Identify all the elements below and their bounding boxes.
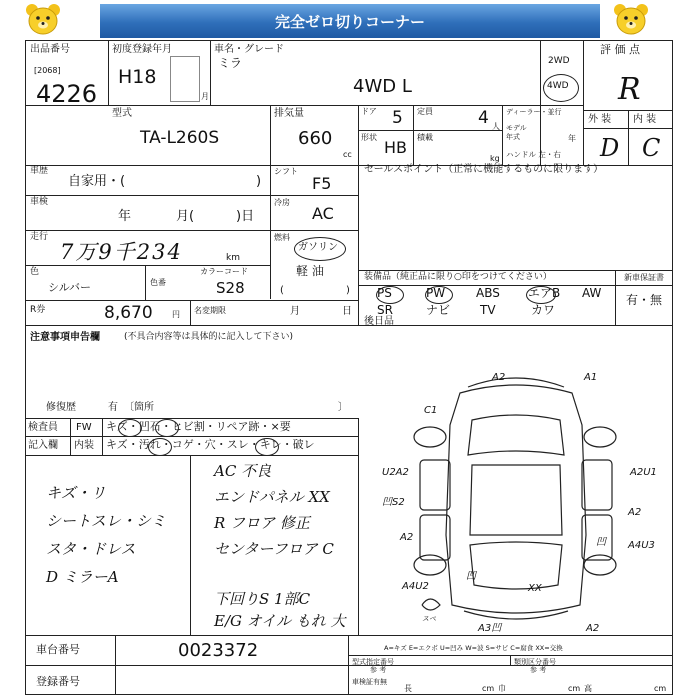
ref1: 参 考 — [370, 666, 387, 674]
roof — [470, 465, 562, 535]
eval-int-label: 内 装 — [633, 114, 657, 125]
equipment-label: 装備品（純正品に限り○印をつけてください） — [364, 272, 552, 282]
color-code: S28 — [216, 279, 245, 297]
sales-point-label: セールスポイント（正常に機能するものに限ります） — [364, 164, 604, 175]
recycle-label: R券 — [30, 305, 46, 315]
load-unit: kg — [490, 154, 500, 163]
wheel-rr — [584, 555, 616, 575]
history-close: ) — [256, 174, 262, 189]
inspect-row2-head: 内装 — [74, 440, 94, 451]
wheel-fr — [584, 427, 616, 447]
dealer-label: ディーラー・並行 — [506, 108, 562, 116]
fuel-alt: 軽 油 — [296, 264, 324, 278]
mark-c1: C1 — [424, 405, 438, 416]
displacement-label: 排気量 — [274, 108, 304, 119]
header-title: 完全ゼロ切りコーナー — [274, 12, 425, 31]
handwritten-note: シートスレ・シミ — [46, 512, 166, 530]
shape-label: 形状 — [361, 133, 377, 142]
equip-item: TV — [480, 303, 496, 317]
dim-length: 長 — [404, 684, 412, 693]
inspect-row1: キズ・凹石・ヒビ割・リペア跡・×要 — [106, 420, 291, 433]
dim-height-unit: cm — [654, 684, 667, 693]
mark-a2-left: A2 — [400, 532, 414, 543]
handwritten-note: D ミラーA — [46, 568, 119, 586]
lot-sub: [2068] — [34, 66, 61, 75]
equip-item: ナビ — [426, 303, 451, 317]
equip-item: PW — [426, 286, 446, 300]
capacity-label: 定員 — [417, 107, 433, 116]
class-number-label: 類別区分番号 — [514, 658, 556, 666]
displacement-unit: cc — [343, 150, 352, 159]
notes-sub: (不具合内容等は具体的に記入して下さい) — [124, 332, 294, 342]
fuel-circled: ガソリン — [298, 242, 338, 253]
drive-2wd: 2WD — [548, 56, 570, 66]
handwritten-note: キズ・リ — [46, 484, 106, 502]
equip-item: SR — [377, 303, 393, 317]
dim-height: 高 — [584, 684, 592, 693]
shift-label: シフト — [274, 167, 298, 176]
inspector-label: 後日品 — [364, 316, 394, 327]
first-reg-era: H18 — [118, 66, 157, 88]
inspection-year: 年 — [118, 209, 132, 224]
registration-label: 登録番号 — [36, 675, 80, 688]
door-left-front — [420, 460, 450, 510]
mark-a2u1: A2U1 — [630, 467, 657, 478]
dealer-year-unit: 年 — [568, 134, 576, 143]
doors-label: ドア — [361, 107, 377, 116]
ac-value: AC — [312, 204, 334, 223]
dims-label: 車検証有無 — [352, 678, 387, 686]
equip-item: ABS — [476, 286, 500, 300]
fuel-paren-r: ) — [346, 285, 350, 296]
handwritten-note: センターフロア C — [214, 540, 334, 558]
car-diagram — [360, 365, 673, 635]
bumper-front — [468, 378, 564, 387]
eval-int: C — [642, 134, 661, 162]
history-label: 車歴 — [30, 166, 49, 176]
color-label: 色 — [30, 267, 40, 277]
equip-pw-circle — [425, 286, 453, 304]
mark-a4u3: A4U3 — [628, 540, 655, 551]
lot-number: 4226 — [36, 80, 98, 108]
car-grade: 4WD L — [353, 76, 412, 97]
windshield — [468, 415, 564, 455]
mark-u2a2: U2A2 — [382, 467, 409, 478]
handwritten-note: R フロア 修正 — [214, 514, 310, 532]
equip-ps-circle — [376, 286, 404, 304]
first-reg-month-unit: 月 — [201, 92, 209, 101]
equip-item: エアB — [528, 286, 561, 300]
model-value: TA-L260S — [140, 128, 220, 148]
inspect-label-2: 記入欄 — [28, 440, 58, 451]
handwritten-note: スタ・ドレス — [46, 540, 136, 558]
mark-a3: A3凹 — [478, 623, 502, 634]
inspection-month: 月( — [176, 209, 195, 224]
lot-label: 出品番号 — [30, 44, 70, 55]
dim-width: 巾 — [498, 684, 506, 693]
mark-dent-right: 凹 — [596, 537, 606, 548]
equip-airbag-circle — [526, 286, 556, 304]
first-reg-label: 初度登録年月 — [112, 44, 172, 55]
car-label: 車名・グレード — [214, 44, 284, 55]
fuel-label: 燃料 — [274, 233, 290, 242]
inspect-row1-head: FW — [76, 422, 92, 433]
bumper-rear — [464, 611, 568, 619]
repair-box: 〔箇所 — [124, 402, 154, 413]
color-num-label: 色番 — [150, 278, 166, 287]
equip-item: AW — [582, 286, 602, 300]
name-change-label: 名変期限 — [194, 306, 226, 315]
displacement-value: 660 — [298, 128, 333, 149]
inspection-label: 車検 — [30, 197, 49, 207]
inspect-label-1: 検査員 — [28, 422, 58, 433]
inspect-row2: キズ・汚れ・コゲ・穴・スレ・キレ・破レ — [106, 438, 315, 451]
eval-score: R — [618, 72, 641, 107]
ref2: 参 考 — [530, 666, 547, 674]
color-value: シルバー — [48, 281, 91, 294]
eval-ext-label: 外 装 — [588, 114, 612, 125]
chassis-value: 0023372 — [178, 640, 259, 661]
mileage-label: 走行 — [30, 232, 49, 242]
diagram-legend: A=キズ E=エクボ U=凹み W=波 S=サビ C=腐食 XX=交換 — [384, 644, 563, 652]
dealer-handle: ハンドル 左・右 — [506, 150, 561, 159]
recycle-unit: 円 — [172, 310, 180, 319]
warranty-value: 有・無 — [626, 293, 663, 307]
handwritten-note: エンドパネル XX — [214, 488, 330, 506]
dim-length-unit: cm — [482, 684, 495, 693]
dealer-model-year: モデル 年式 — [506, 124, 527, 141]
shape-value: HB — [384, 138, 408, 157]
repair-label: 修復歴 — [46, 402, 76, 413]
wheel-rl — [414, 555, 446, 575]
warranty-label: 新車保証書 — [624, 273, 664, 282]
eval-label: 評 価 点 — [600, 43, 640, 56]
shift-value: F5 — [312, 174, 332, 193]
mark-s2: 凹S2 — [382, 497, 405, 508]
color-code-label: カラーコード — [200, 267, 248, 276]
mark-a4u2: A4U2 — [402, 581, 429, 592]
mileage-value: 7万9千234 — [60, 240, 183, 264]
history-value: 自家用・( — [68, 174, 126, 189]
mark-a2-right: A2 — [628, 507, 642, 518]
name-change-day: 日 — [342, 306, 352, 317]
inspect-circle-1 — [118, 419, 142, 437]
mark-xx: XX — [528, 583, 542, 594]
first-reg-month-box — [170, 56, 200, 102]
ac-label: 冷房 — [274, 198, 290, 207]
repair-value: 有 — [108, 402, 118, 413]
mark-a2-bottom: A2 — [586, 623, 600, 634]
mark-a1-top: A1 — [584, 372, 598, 383]
repair-close: 〕 — [338, 402, 348, 413]
capacity-unit: 人 — [492, 122, 500, 131]
inspect-circle-4 — [255, 438, 279, 456]
name-change-month: 月 — [290, 306, 300, 317]
equip-item: PS — [377, 286, 392, 300]
spare — [422, 599, 440, 610]
wheel-fl — [414, 427, 446, 447]
model-label: 型式 — [112, 108, 132, 119]
handwritten-note: E/G オイル もれ 大 — [214, 612, 346, 630]
mark-a2-top: A2 — [492, 372, 506, 383]
handwritten-note: AC 不良 — [214, 462, 272, 480]
door-right-front — [582, 460, 612, 510]
inspection-day: )日 — [236, 209, 255, 224]
handwritten-note: 下回りS 1部C — [214, 590, 311, 608]
fuel-paren-l: ( — [280, 285, 284, 296]
recycle-value: 8,670 — [104, 303, 153, 323]
mileage-unit: km — [226, 253, 240, 263]
load-label: 積載 — [417, 133, 433, 142]
header-banner — [100, 4, 600, 38]
inspect-circle-2 — [155, 419, 179, 437]
doors-value: 5 — [392, 108, 403, 128]
capacity-value: 4 — [478, 108, 489, 128]
drive-4wd: 4WD — [547, 81, 569, 91]
door-left-rear — [420, 515, 450, 560]
equip-item: カワ — [531, 303, 556, 317]
inspect-circle-3 — [148, 438, 172, 456]
chassis-label: 車台番号 — [36, 643, 80, 656]
type-number-label: 型式指定番号 — [352, 658, 394, 666]
car-name: ミラ — [218, 56, 243, 70]
mark-dent-left: 凹 — [466, 571, 476, 582]
notes-label: 注意事項申告欄 — [30, 332, 100, 343]
bear-mascot-left-icon — [24, 2, 62, 36]
bear-mascot-right-icon — [612, 2, 650, 36]
rear-window — [470, 542, 562, 589]
eval-ext: D — [600, 134, 620, 162]
mark-spare: スペ — [422, 615, 436, 623]
dim-width-unit: cm — [568, 684, 581, 693]
